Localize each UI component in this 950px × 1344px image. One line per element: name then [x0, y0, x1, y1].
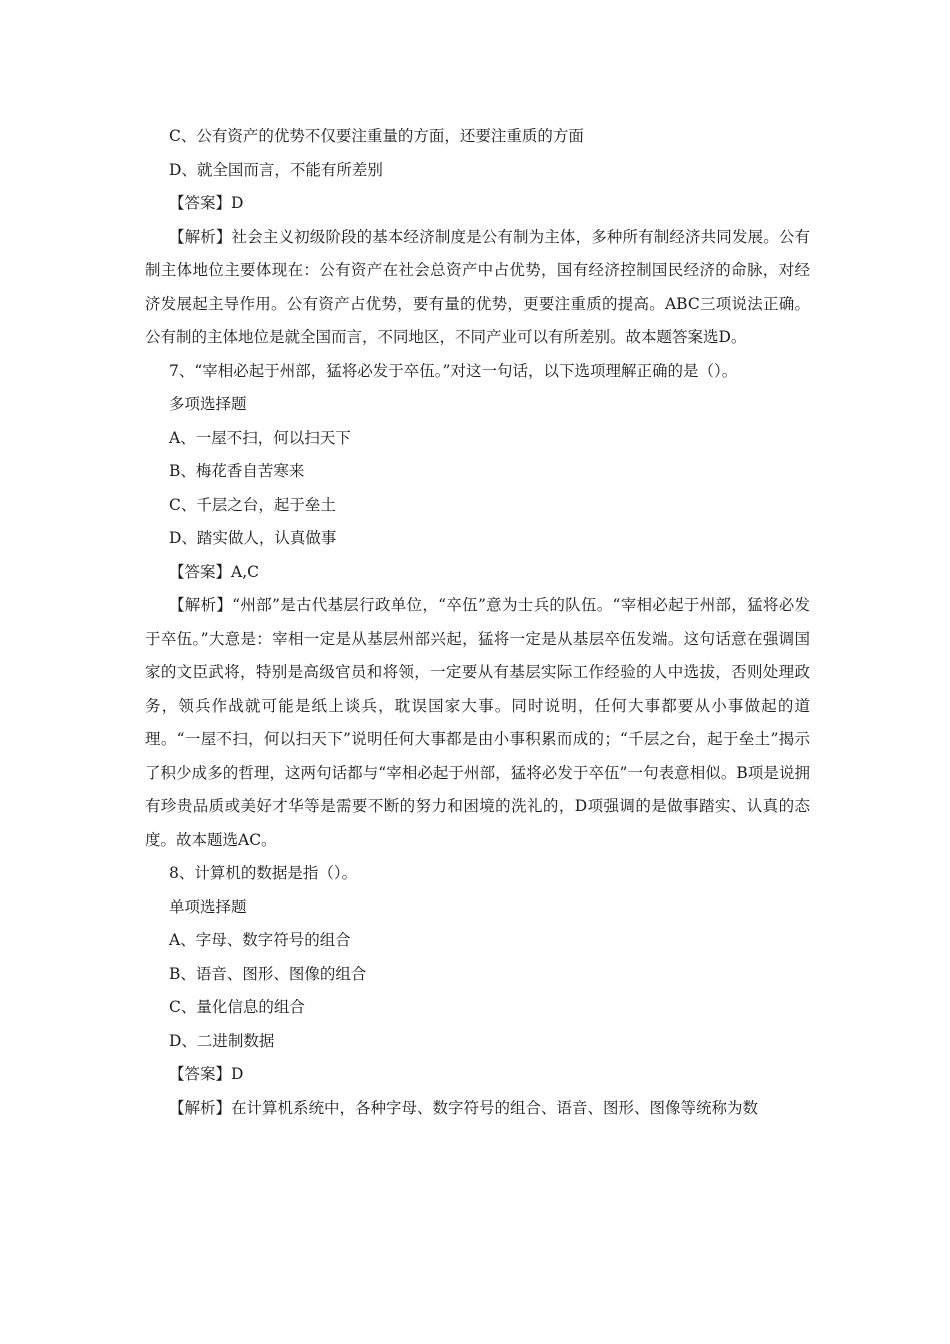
q7-option-a: A、一屋不扫，何以扫天下	[169, 428, 351, 447]
q8-type: 单项选择题	[169, 897, 247, 916]
q8-option-c: C、量化信息的组合	[169, 998, 305, 1016]
q7-stem: 7、“宰相必起于州部，猛将必发于卒伍。”对这一句话，以下选项理解正确的是（）。	[169, 361, 738, 380]
q8-stem: 8、计算机的数据是指（）。	[169, 864, 358, 882]
document-page	[145, 120, 810, 1125]
q6-answer: 【答案】D	[169, 194, 244, 212]
q7-analysis: 【解析】“州部”是古代基层行政单位，“卒伍”意为士兵的队伍。“宰相必起于州部，猛将必发于卒伍。”大意是：宰相一定是从基层州部兴起，猛将一定是从基层卒伍发端。这句话意在强调国家的文臣武将，特别是高级官员和将领，一定要从有基层实际工作经验的人中选拔，否则处理政务，领兵作战就可能是纸上谈兵，耽误国家大事。同时说明，任何大事都要从小事做起的道理。“一屋不扫，何以扫天下”说明任何大事都是由小事积累而成的；“千层之台，起于垒土”揭示了积少成多的哲理，这两句话都与“宰相必起于州部，猛将必发于卒伍”一句表意相似。B项是说拥有珍贵品质或美好才华等是需要不断的努力和困境的洗礼的，D项强调的是做事踏实、认真的态度。故本题选AC。	[145, 596, 810, 849]
q8-answer: 【答案】D	[169, 1065, 244, 1083]
q8-option-a: A、字母、数字符号的组合	[169, 931, 351, 949]
q6-analysis: 【解析】社会主义初级阶段的基本经济制度是公有制为主体，多种所有制经济共同发展。公有制主体地位主要体现在：公有资产在社会总资产中占优势，国有经济控制国民经济的命脉，对经济发展起主导作用。公有资产占优势，要有量的优势，更要注重质的提高。ABC三项说法正确。公有制的主体地位是就全国而言，不同地区，不同产业可以有所差别。故本题答案选D。	[145, 227, 810, 346]
q7-type: 多项选择题	[169, 395, 247, 413]
q6-option-d: D、就全国而言，不能有所差别	[169, 160, 383, 179]
q8-option-d: D、二进制数据	[169, 1031, 275, 1050]
q6-option-c: C、公有资产的优势不仅要注重量的方面，还要注重质的方面	[169, 127, 584, 145]
q8-option-b: B、语音、图形、图像的组合	[169, 964, 367, 983]
q7-option-c: C、千层之台，起于垒土	[169, 495, 336, 514]
q8-analysis: 【解析】在计算机系统中，各种字母、数字符号的组合、语音、图形、图像等统称为数	[169, 1098, 759, 1117]
q7-option-b: B、梅花香自苦寒来	[169, 462, 305, 480]
q7-option-d: D、踏实做人，认真做事	[169, 529, 337, 547]
q7-answer: 【答案】A,C	[169, 562, 259, 581]
